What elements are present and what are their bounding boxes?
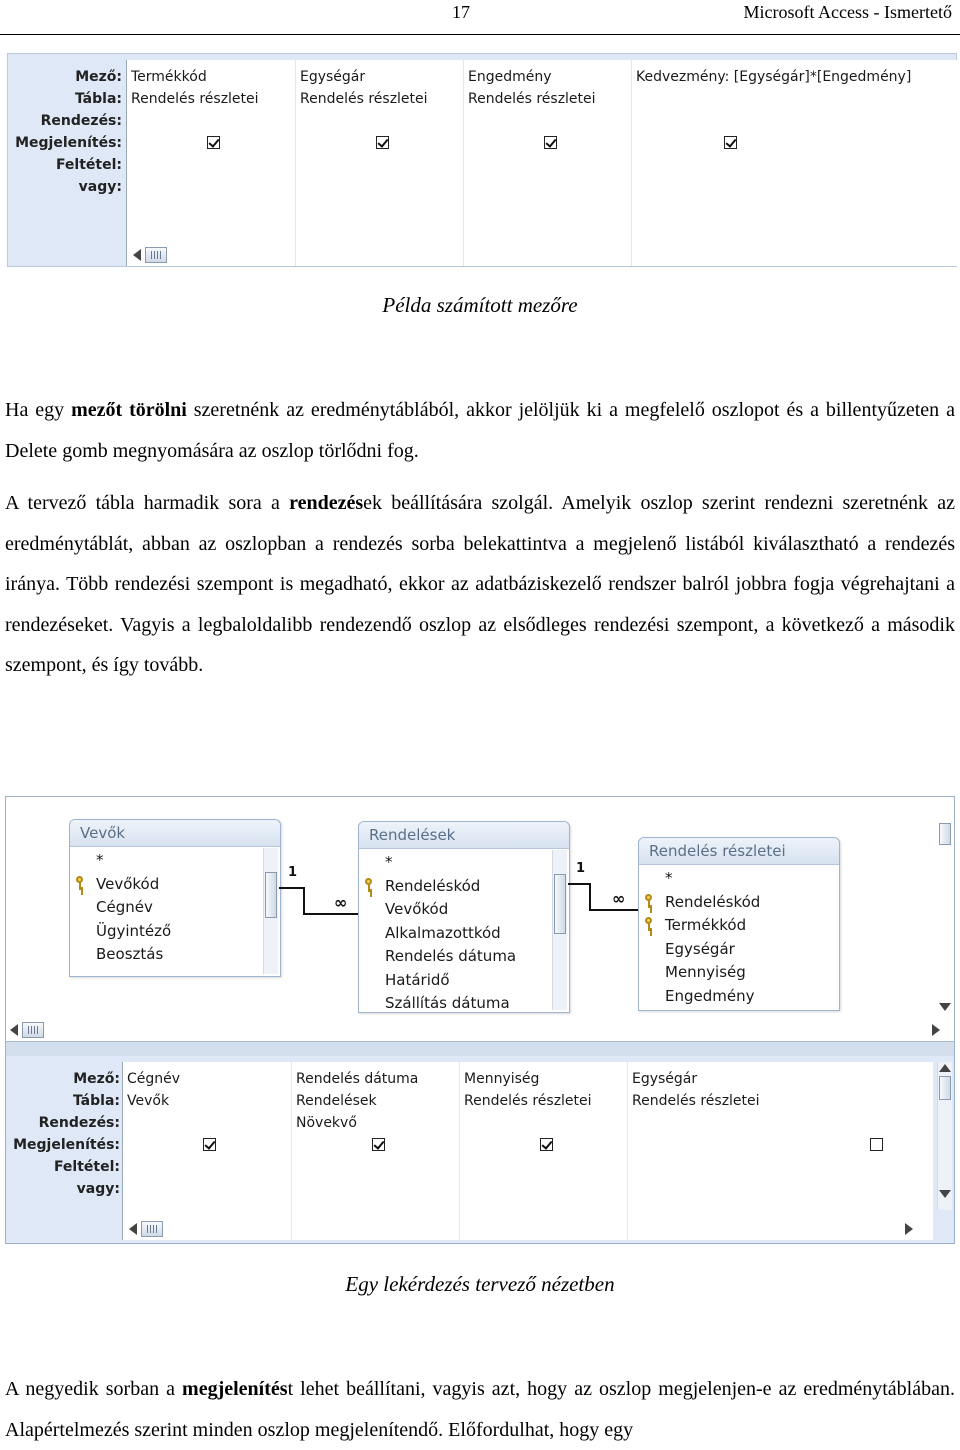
- sort-cell[interactable]: Növekvő: [296, 1115, 357, 1131]
- design-grid: [122, 1062, 933, 1240]
- scroll-thumb[interactable]: [22, 1022, 44, 1038]
- grid-column[interactable]: [127, 60, 295, 266]
- grid-row-labels: [8, 66, 124, 198]
- table-title[interactable]: Rendelések: [359, 822, 569, 849]
- show-checkbox[interactable]: [870, 1138, 883, 1151]
- page-header: [0, 0, 960, 35]
- sort-cell[interactable]: [296, 110, 464, 132]
- text-run: A tervező tábla harmadik sora a: [5, 492, 290, 514]
- sort-cell[interactable]: [464, 110, 632, 132]
- sort-cell[interactable]: [460, 1112, 628, 1134]
- table-box-rendelesek[interactable]: [358, 821, 570, 1013]
- table-field[interactable]: Szállítás dátuma: [385, 994, 510, 1012]
- row-label-field: Mező:: [73, 1071, 120, 1087]
- grid-column[interactable]: [631, 60, 958, 266]
- field-cell[interactable]: Mennyiség: [464, 1071, 540, 1087]
- sort-cell[interactable]: [127, 110, 295, 132]
- text-run: Ha egy: [5, 399, 72, 421]
- relationship-line: [589, 909, 638, 911]
- table-pane: [6, 797, 954, 1041]
- scroll-left-icon[interactable]: [129, 1223, 137, 1235]
- relationship-line: [303, 913, 358, 915]
- row-label-table: Tábla:: [72, 1093, 120, 1109]
- row-label-show: Megjelenítés:: [15, 135, 122, 151]
- show-checkbox[interactable]: [540, 1138, 553, 1151]
- table-field[interactable]: Egységár: [665, 939, 735, 958]
- relationship-one-label: 1: [288, 865, 298, 880]
- show-checkbox[interactable]: [544, 136, 557, 149]
- design-grid: [126, 60, 957, 266]
- bold-term: rendezés: [289, 492, 364, 514]
- show-checkbox[interactable]: [376, 136, 389, 149]
- field-cell[interactable]: Engedmény: [468, 69, 552, 85]
- table-cell[interactable]: Rendelés részletei: [464, 1093, 592, 1109]
- text-run: t lehet beállítani, vagyis azt, hogy az oszlop megjelenjen-e az eredménytáblában. Alapértelmezés szerint minden oszlop megjelenítendő. Előfordulhat, hogy egy: [5, 1378, 955, 1441]
- table-field[interactable]: Határidő: [385, 970, 450, 989]
- field-cell[interactable]: Egységár: [300, 69, 366, 85]
- show-cell[interactable]: [632, 132, 958, 154]
- bold-term: megjelenítés: [182, 1378, 288, 1400]
- table-cell[interactable]: Vevők: [127, 1093, 170, 1109]
- grid-horizontal-scrollbar[interactable]: [129, 1220, 163, 1238]
- show-checkbox[interactable]: [203, 1138, 216, 1151]
- query-design-screenshot: [5, 796, 955, 1244]
- query-grid: [6, 1056, 954, 1243]
- scroll-left-icon[interactable]: [133, 249, 141, 261]
- table-scrollbar[interactable]: [552, 850, 567, 1010]
- show-cell[interactable]: [464, 132, 632, 154]
- grid-column[interactable]: [123, 1062, 291, 1240]
- table-field[interactable]: Mennyiség: [665, 963, 746, 981]
- table-field[interactable]: Rendelés dátuma: [385, 947, 517, 965]
- table-field[interactable]: *: [385, 853, 393, 871]
- table-title[interactable]: Vevők: [70, 820, 280, 847]
- field-cell[interactable]: Termékkód: [131, 69, 207, 85]
- row-label-show: Megjelenítés:: [13, 1137, 120, 1153]
- scroll-thumb[interactable]: [145, 247, 167, 263]
- figure-caption-1: Példa számított mezőre: [382, 293, 578, 317]
- primary-key-icon: [643, 894, 655, 908]
- table-scrollbar[interactable]: [263, 848, 278, 974]
- table-pane-horizontal-scrollbar[interactable]: [10, 1021, 44, 1039]
- pane-splitter[interactable]: [6, 1041, 954, 1057]
- show-cell[interactable]: [292, 1134, 460, 1156]
- relationship-many-label: ∞: [334, 893, 348, 912]
- table-cell[interactable]: Rendelés részletei: [632, 1093, 760, 1109]
- table-field[interactable]: Termékkód: [665, 914, 839, 938]
- grid-vertical-scrollbar[interactable]: [937, 1062, 952, 1210]
- design-grid-pane: [6, 1056, 954, 1243]
- field-cell[interactable]: Cégnév: [127, 1071, 181, 1087]
- scroll-thumb[interactable]: [265, 872, 277, 918]
- table-title[interactable]: Rendelés részletei: [639, 838, 839, 865]
- scroll-right-icon[interactable]: [905, 1223, 913, 1235]
- scroll-up-icon[interactable]: [939, 1064, 951, 1072]
- figure-caption-2: Egy lekérdezés tervező nézetben: [345, 1272, 615, 1296]
- page-number: 17: [452, 2, 470, 22]
- field-cell[interactable]: Kedvezmény: [Egységár]*[Engedmény]: [636, 69, 912, 85]
- table-box-rendeles-reszletei[interactable]: [638, 837, 840, 1011]
- primary-key-icon: [74, 876, 86, 890]
- scroll-right-icon[interactable]: [932, 1024, 940, 1036]
- show-cell[interactable]: [123, 1134, 291, 1156]
- table-cell[interactable]: Rendelések: [296, 1093, 377, 1109]
- relationship-line: [279, 887, 304, 889]
- row-label-sort: Rendezés:: [38, 1115, 120, 1131]
- field-cell[interactable]: Rendelés dátuma: [296, 1071, 419, 1087]
- show-cell[interactable]: [460, 1134, 628, 1156]
- table-field[interactable]: *: [96, 851, 104, 869]
- text-run: szeretnénk az eredménytáblából, akkor jelöljük ki a megfelelő oszlopot és a billentyűzeten a Delete gomb megnyomására az oszlop törlődni fog.: [5, 399, 955, 462]
- row-label-criteria: Feltétel:: [55, 157, 122, 173]
- relationship-one-label: 1: [576, 861, 586, 876]
- primary-key-icon: [363, 878, 375, 892]
- grid-column[interactable]: [291, 1062, 460, 1240]
- row-label-field: Mező:: [75, 69, 122, 85]
- paragraph-show: [5, 1369, 955, 1450]
- grid-column[interactable]: [463, 60, 632, 266]
- table-cell[interactable]: [632, 88, 958, 110]
- table-field[interactable]: Rendeléskód: [385, 875, 569, 899]
- table-field[interactable]: Ügyintéző: [96, 921, 172, 940]
- scroll-thumb[interactable]: [939, 823, 951, 845]
- field-cell[interactable]: Egységár: [632, 1071, 698, 1087]
- show-checkbox[interactable]: [724, 136, 737, 149]
- relationship-many-label: ∞: [612, 889, 626, 908]
- show-checkbox[interactable]: [372, 1138, 385, 1151]
- calculated-field-grid-screenshot: [7, 53, 957, 267]
- table-cell[interactable]: Rendelés részletei: [468, 91, 596, 107]
- sort-cell[interactable]: [123, 1112, 291, 1134]
- scroll-thumb[interactable]: [939, 1076, 951, 1100]
- text-run: A negyedik sorban a: [5, 1378, 183, 1400]
- table-box-vevok[interactable]: [69, 819, 281, 977]
- table-field[interactable]: Engedmény: [665, 986, 755, 1005]
- table-cell[interactable]: Rendelés részletei: [131, 91, 259, 107]
- sort-cell[interactable]: [628, 1112, 934, 1134]
- scroll-left-icon[interactable]: [10, 1024, 18, 1036]
- row-label-sort: Rendezés:: [40, 113, 122, 129]
- horizontal-scrollbar[interactable]: [133, 246, 167, 264]
- table-field[interactable]: Vevőkód: [96, 873, 280, 897]
- table-field[interactable]: Vevőkód: [385, 900, 449, 918]
- grid-column[interactable]: [459, 1062, 628, 1240]
- primary-key-icon: [643, 917, 655, 931]
- show-cell[interactable]: [127, 132, 295, 154]
- scroll-thumb[interactable]: [554, 874, 566, 934]
- table-cell[interactable]: Rendelés részletei: [300, 91, 428, 107]
- relationship-line: [589, 883, 591, 911]
- bold-term: mezőt törölni: [71, 399, 187, 421]
- show-cell[interactable]: [628, 1134, 934, 1156]
- paragraph-delete-field: [5, 390, 955, 471]
- row-label-criteria: Feltétel:: [53, 1159, 120, 1175]
- row-label-or: vagy:: [78, 179, 122, 195]
- scroll-down-icon[interactable]: [939, 1003, 951, 1011]
- page-header-title: Microsoft Access - Ismertető: [743, 2, 952, 22]
- table-field[interactable]: Cégnév: [96, 898, 153, 916]
- table-field[interactable]: *: [665, 869, 673, 887]
- grid-column[interactable]: [295, 60, 464, 266]
- grid-row-labels: [6, 1068, 122, 1200]
- show-cell[interactable]: [296, 132, 464, 154]
- paragraph-sorting: [5, 483, 955, 686]
- row-label-or: vagy:: [76, 1181, 120, 1197]
- grid-column[interactable]: [627, 1062, 934, 1240]
- show-checkbox[interactable]: [207, 136, 220, 149]
- relationship-line: [568, 883, 590, 885]
- relationship-line: [303, 887, 305, 915]
- table-field[interactable]: Alkalmazottkód: [385, 923, 501, 942]
- table-field[interactable]: Rendeléskód: [665, 891, 839, 915]
- scroll-down-icon[interactable]: [939, 1190, 951, 1198]
- table-pane-vertical-scrollbar[interactable]: [938, 819, 952, 1019]
- text-run: ek beállítására szolgál. Amelyik oszlop szerint rendezni szeretnénk az eredménytáblát, abban az oszlopban a rendezés sorba belekattintva a megjelenő listából kiválasztható a rendezés iránya. Több rendezési szempont is megadható, ekkor az adatbáziskezelő rendszer balról jobbra fogja végrehajtani a rendezéseket. Vagyis a legbaloldalibb rendezendő oszlop az elsődleges rendezési szempont, a következő a második szempont, és így tovább.: [5, 492, 956, 676]
- sort-cell[interactable]: [632, 110, 958, 132]
- table-field[interactable]: Beosztás: [96, 945, 164, 963]
- row-label-table: Tábla:: [74, 91, 122, 107]
- scroll-thumb[interactable]: [141, 1221, 163, 1237]
